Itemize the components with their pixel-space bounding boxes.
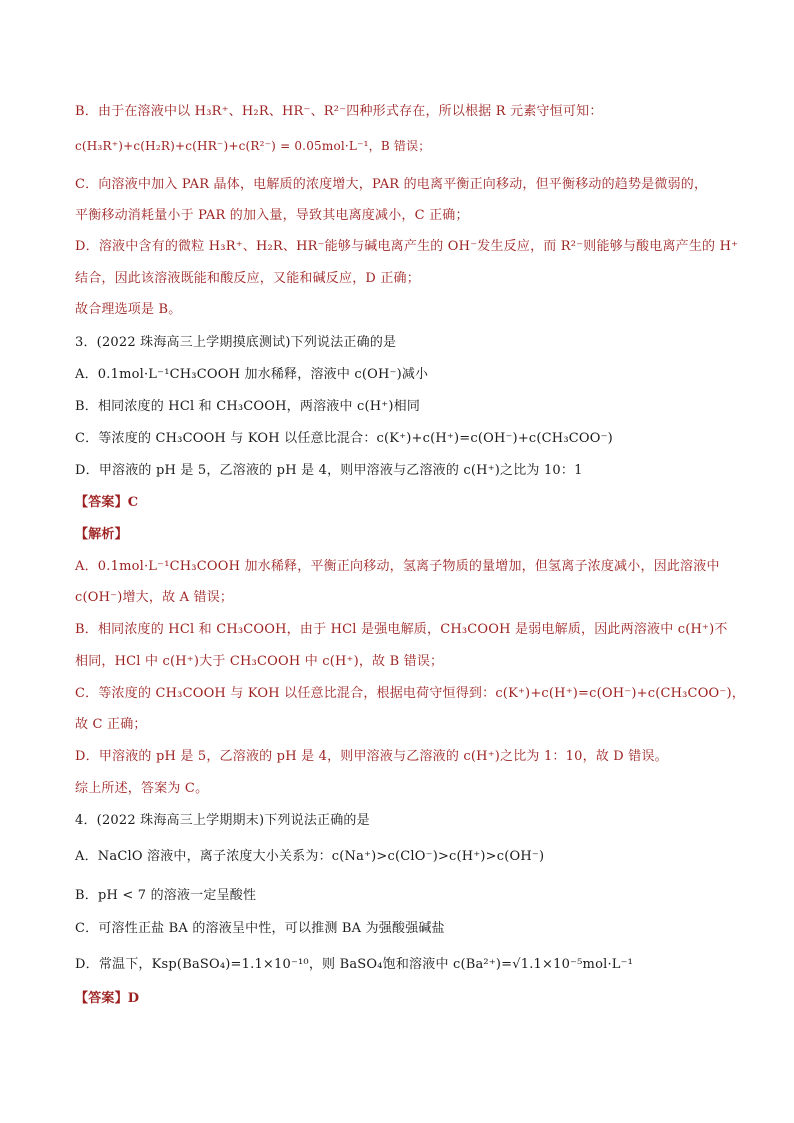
question-3-option-c: C．等浓度的 CH₃COOH 与 KOH 以任意比混合：c(K⁺)+c(H⁺)=c(OH⁻)+c(CH₃COO⁻) <box>75 431 613 446</box>
question-4-option-b: B．pH < 7 的溶液一定呈酸性 <box>75 888 257 903</box>
question-4-answer: 【答案】D <box>75 991 140 1006</box>
question-3-analysis-d: D．甲溶液的 pH 是 5，乙溶液的 pH 是 4，则甲溶液与乙溶液的 c(H⁺)之比为 1：10，故 D 错误。 <box>75 749 668 764</box>
analysis-formula-b: c(H₃R⁺)+c(H₂R)+c(HR⁻)+c(R²⁻) = 0.05mol·L⁻¹，B 错误； <box>75 139 431 153</box>
question-3-option-d: D．甲溶液的 pH 是 5，乙溶液的 pH 是 4，则甲溶液与乙溶液的 c(H⁺)之比为 10：1 <box>75 463 583 478</box>
question-3-analysis-b-line1: B．相同浓度的 HCl 和 CH₃COOH，由于 HCl 是强电解质，CH₃COOH 是弱电解质，因此两溶液中 c(H⁺)不 <box>75 622 728 637</box>
analysis-option-c-line1: C．向溶液中加入 PAR 晶体，电解质的浓度增大，PAR 的电离平衡正向移动，但平衡移动的趋势是微弱的， <box>75 177 708 192</box>
question-3-stem: 3．(2022 珠海高三上学期摸底测试)下列说法正确的是 <box>75 335 397 350</box>
question-3-analysis-b-line2: 相同，HCl 中 c(H⁺)大于 CH₃COOH 中 c(H⁺)，故 B 错误； <box>75 654 444 669</box>
question-3-analysis-a-line1: A．0.1mol·L⁻¹CH₃COOH 加水稀释，平衡正向移动，氢离子物质的量增加，但氢离子浓度减小，因此溶液中 <box>75 559 720 574</box>
question-4-stem: 4．(2022 珠海高三上学期期末)下列说法正确的是 <box>75 813 370 828</box>
question-3-option-a: A．0.1mol·L⁻¹CH₃COOH 加水稀释，溶液中 c(OH⁻)减小 <box>75 367 429 382</box>
question-3-analysis-a-line2: c(OH⁻)增大，故 A 错误； <box>75 590 234 605</box>
question-3-analysis-heading: 【解析】 <box>75 527 128 542</box>
question-3-answer: 【答案】C <box>75 495 139 510</box>
question-3-summary: 综上所述，答案为 C。 <box>75 781 209 796</box>
question-4-option-c: C．可溶性正盐 BA 的溶液呈中性，可以推测 BA 为强酸强碱盐 <box>75 921 445 936</box>
analysis-option-d-line2: 结合，因此该溶液既能和酸反应，又能和碱反应，D 正确； <box>75 271 420 286</box>
question-3-analysis-c-line1: C．等浓度的 CH₃COOH 与 KOH 以任意比混合，根据电荷守恒得到：c(K⁺)+c(H⁺)=c(OH⁻)+c(CH₃COO⁻)， <box>75 686 745 701</box>
analysis-option-d-line1: D．溶液中含有的微粒 H₃R⁺、H₂R、HR⁻能够与碱电离产生的 OH⁻发生反应，而 R²⁻则能够与酸电离产生的 H⁺ <box>75 239 739 254</box>
question-3-analysis-c-line2: 故 C 正确； <box>75 717 147 732</box>
analysis-option-b: B．由于在溶液中以 H₃R⁺、H₂R、HR⁻、R²⁻四种形式存在，所以根据 R 元素守恒可知： <box>75 104 603 119</box>
analysis-option-c-line2: 平衡移动消耗量小于 PAR 的加入量，导致其电离度减小，C 正确； <box>75 208 469 223</box>
question-4-option-d: D．常温下，Ksp(BaSO₄)=1.1×10⁻¹⁰，则 BaSO₄饱和溶液中 c(Ba²⁺)=√1.1×10⁻⁵mol·L⁻¹ <box>75 957 634 972</box>
question-4-option-a: A．NaClO 溶液中，离子浓度大小关系为：c(Na⁺)>c(ClO⁻)>c(H⁺)>c(OH⁻) <box>75 849 545 864</box>
analysis-conclusion: 故合理选项是 B。 <box>75 302 182 317</box>
question-3-option-b: B．相同浓度的 HCl 和 CH₃COOH，两溶液中 c(H⁺)相同 <box>75 399 421 414</box>
